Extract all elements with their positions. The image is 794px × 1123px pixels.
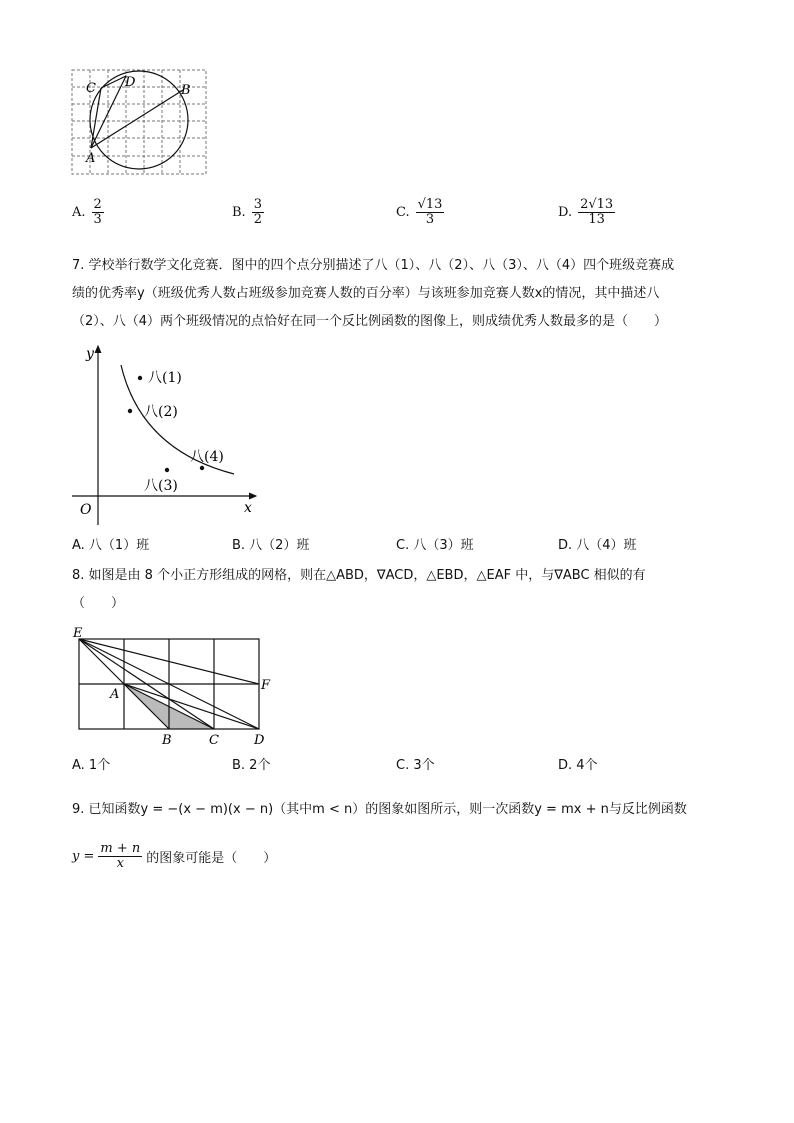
q7-axis-y: y [86, 346, 94, 362]
q7-line-3: （2）、八（4）两个班级情况的点恰好在同一个反比例函数的图像上，则成绩优秀人数最多的是（ ） [72, 314, 668, 329]
q8-option-a[interactable]: A. 1个 [72, 758, 111, 773]
q6-label-a: A [86, 151, 96, 166]
q6-option-d[interactable]: D. $\frac{2√13}{13}$ [558, 197, 614, 228]
q7-option-b[interactable]: B. 八（2）班 [232, 538, 310, 553]
q7-option-c[interactable]: C. 八（3）班 [396, 538, 474, 553]
q8-question [72, 562, 732, 618]
q6-label-d: D [125, 75, 136, 90]
q7-line-2: 绩的优秀率y（班级优秀人数占班级参加竞赛人数的百分率）与该班参加竞赛人数x的情况，其中描述八 [72, 286, 660, 301]
q7-axis-x: x [244, 500, 252, 516]
q7-origin: O [80, 502, 92, 518]
q8-line-2: （ ） [72, 596, 125, 611]
q8-option-d[interactable]: D. 4个 [558, 758, 598, 773]
q7-line-1: 7. 学校举行数学文化竞赛．图中的四个点分别描述了八（1）、八（2）、八（3）、八（4）四个班级竞赛成 [72, 258, 675, 273]
q6-option-b[interactable]: B. $\frac{3}{2}$ [232, 197, 262, 228]
q7-option-d[interactable]: D. 八（4）班 [558, 538, 637, 553]
q8-label-b: B [162, 733, 172, 748]
q8-option-c[interactable]: C. 3个 [396, 758, 435, 773]
q9-line-1: 9. 已知函数y = −(x − m)(x − n)（其中m < n）的图象如图所示，则一次函数y = mx + n与反比例函数 [72, 802, 687, 817]
q6-circle-figure [68, 66, 210, 178]
q6-option-a[interactable]: A. $\frac{2}{3}$ [72, 197, 102, 228]
q9-line-2: y = $\frac{m + n}{x}$ 的图象可能是（ ） [72, 841, 277, 872]
q8-grid-figure [70, 624, 280, 748]
q7-option-a[interactable]: A. 八（1）班 [72, 538, 150, 553]
q9-fraction: $\frac{m + n}{x}$ [100, 841, 141, 872]
q7-question [72, 252, 732, 336]
q7-point-2-label: 八(2) [144, 404, 178, 420]
q7-point-4-label: 八(4) [190, 449, 224, 465]
q6-label-c: C [86, 81, 96, 96]
q6-option-c[interactable]: C. $\frac{√13}{3}$ [396, 197, 443, 228]
q7-point-1-label: 八(1) [148, 370, 182, 386]
q8-line-1: 8. 如图是由 8 个小正方形组成的网格，则在△ABD，∇ACD，△EBD，△EAF 中，与∇ABC 相似的有 [72, 568, 646, 583]
q8-label-a: A [110, 687, 120, 702]
q8-option-b[interactable]: B. 2个 [232, 758, 271, 773]
q7-inverse-proportion-graph [66, 340, 266, 530]
q8-label-c: C [209, 733, 219, 748]
q8-label-d: D [254, 733, 265, 748]
q6-label-b: B [181, 83, 191, 98]
q8-label-e: E [73, 626, 83, 641]
q8-label-f: F [261, 678, 271, 693]
q7-point-3-label: 八(3) [144, 478, 178, 494]
